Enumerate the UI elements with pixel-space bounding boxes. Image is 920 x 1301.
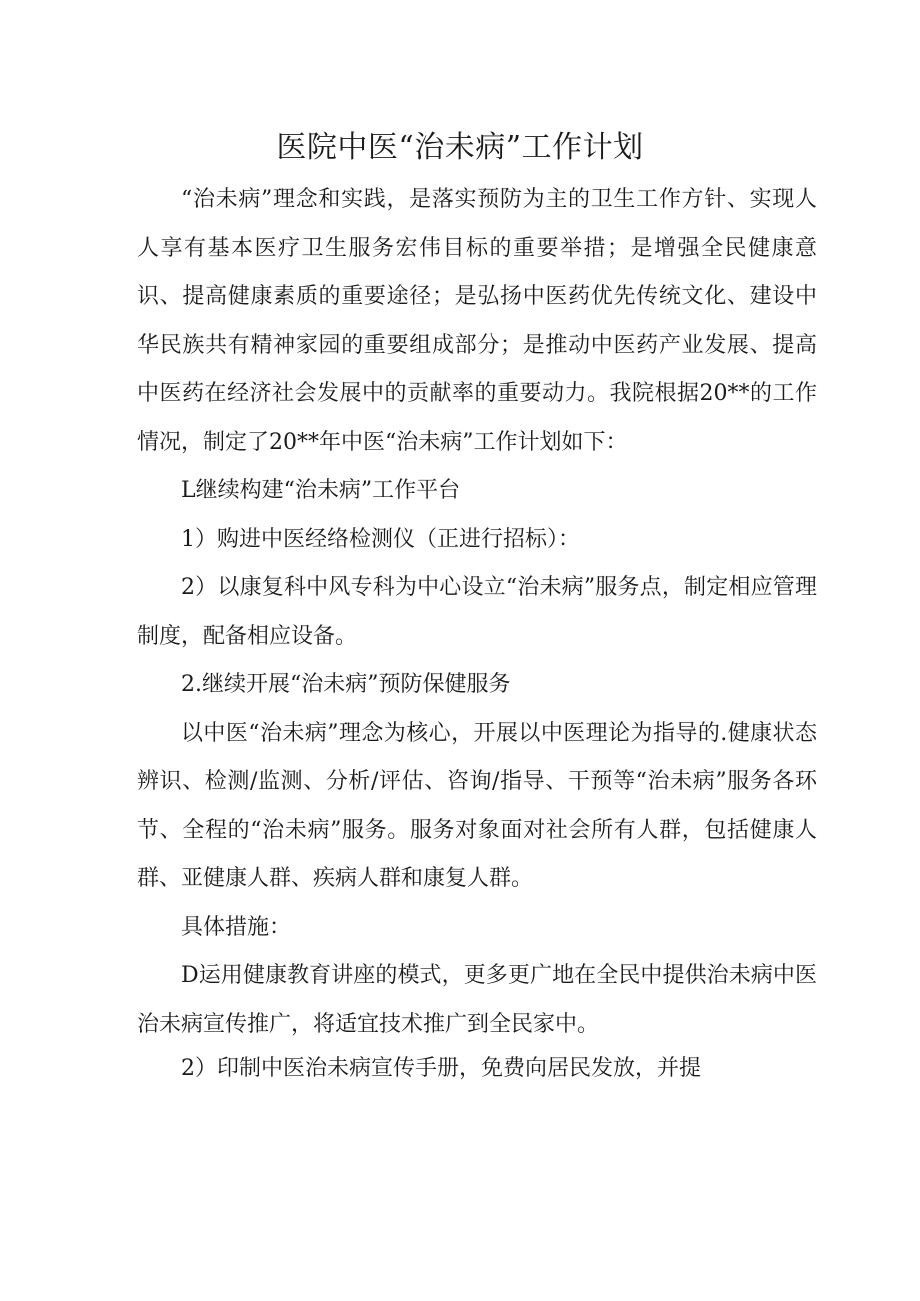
measures-heading: 具体措施： — [181, 914, 292, 940]
list-item-1-1: 1）购进中医经络检测仪（正进行招标）： — [181, 526, 580, 552]
list-item-1-2: 2）以康复科中风专科为中心设立“治未病”服务点，制定相应管理制度，配备相应设备。 — [137, 575, 817, 649]
section-heading-2: 2.继续开展“治未病”预防保健服务 — [181, 672, 511, 697]
list-item-2-2: 2）印制中医治未病宣传手册，免费向居民发放，并提 — [181, 1056, 701, 1081]
document-body — [137, 176, 817, 1094]
paragraph-intro: “治未病”理念和实践，是落实预防为主的卫生工作方针、实现人人享有基本医疗卫生服务宏伟目标的重要举措；是增强全民健康意识、提高健康素质的重要途径；是弘扬中医药优先传统文化、建设中华民族共有精神家园的重要组成部分；是推动中医药产业发展、提高中医药在经济社会发展中的贡献率的重要动力。我院根据20**的工作情况，制定了20**年中医“治未病”工作计划如下： — [137, 187, 817, 455]
list-item-2-1: D运用健康教育讲座的模式，更多更广地在全民中提供治未病中医治未病宣传推广，将适宜技术推广到全民家中。 — [137, 963, 817, 1037]
section-heading-1: L继续构建“治未病”工作平台 — [181, 478, 461, 503]
document-title: 医院中医“治未病”工作计划 — [276, 130, 644, 165]
paragraph-service: 以中医“治未病”理念为核心，开展以中医理论为指导的.健康状态辨识、检测/监测、分析/评估、咨询/指导、干预等“治未病”服务各环节、全程的“治未病”服务。服务对象面对社会所有人群，包括健康人群、亚健康人群、疾病人群和康复人群。 — [137, 720, 817, 891]
